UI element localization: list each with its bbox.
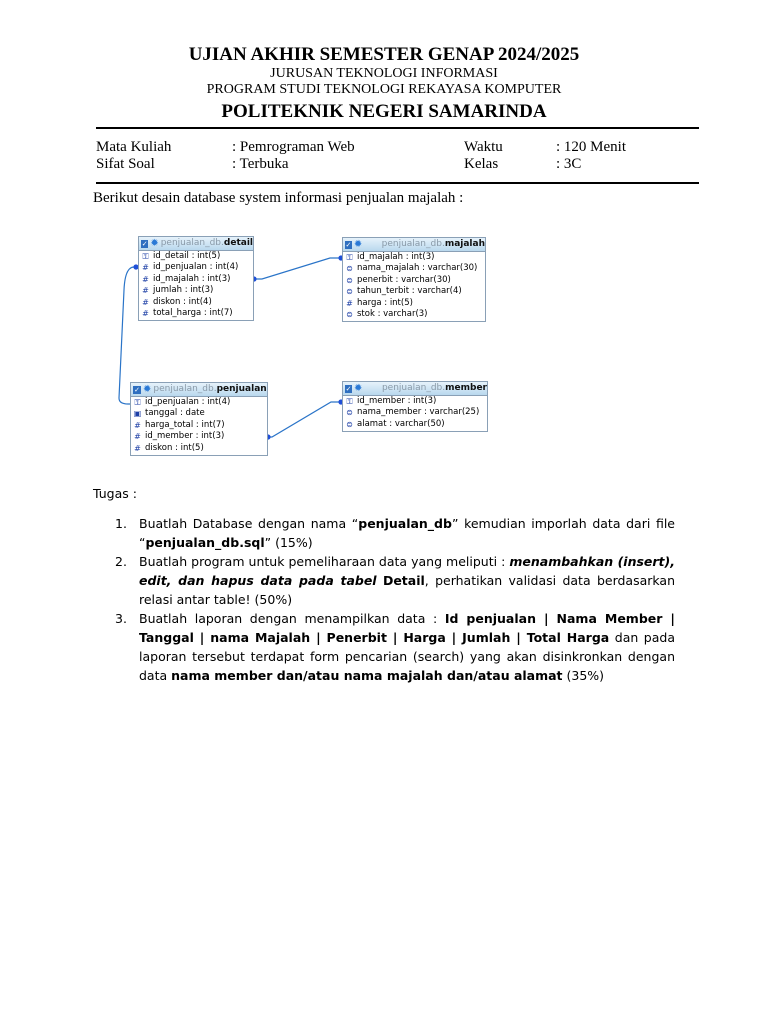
gear-icon: ✹ [150,238,159,249]
er-table-member[interactable] [342,381,488,432]
task-text: Buatlah program untuk pemeliharaan data yang meliputi : menambahkan (insert), edit, dan hapus data pada tabel Detail, perhatikan validasi data berdasarkan relasi antar table! (50%) [139,554,675,607]
task-item-3 [115,609,675,685]
text-field-icon: ⊜ [346,275,353,285]
text-field-icon: ⊜ [346,310,353,320]
table-column: # harga_total : int(7) [134,419,225,430]
relation-line-detail-majalah [252,258,343,279]
table-column: ⚿ id_majalah : int(3) [346,252,435,262]
relation-line-penjualan-member [266,402,343,437]
table-header[interactable]: ✓ ✹ penjualan_db . member [343,382,487,396]
info-divider [96,182,699,184]
table-column: # id_majalah : int(3) [142,273,231,284]
key-icon: ⚿ [346,253,353,262]
table-column: ▣ tanggal : date [133,408,205,419]
tasks-heading: Tugas : [93,486,137,501]
gear-icon: ✹ [353,239,363,250]
program-name: PROGRAM STUDI TEKNOLOGI REKAYASA KOMPUTER [206,82,562,97]
intro-text: Berikut desain database system informasi penjualan majalah : [93,190,464,206]
task-text: Buatlah Database dengan nama “penjualan_db” kemudian imporlah data dari file “penjualan_db.sql” (15%) [139,516,675,550]
time-value: : 120 Menit [556,139,626,155]
table-column: # id_member : int(3) [134,431,225,442]
table-column: # total_harga : int(7) [142,308,233,319]
task-number: 2. [115,554,127,569]
table-header[interactable]: ✓ ✹ penjualan_db . penjualan [131,383,267,397]
table-header[interactable]: ✓ ✹ penjualan_db . majalah [343,238,485,252]
nature-label: Sifat Soal [96,156,155,172]
checkbox-icon[interactable]: ✓ [345,384,352,393]
class-label: Kelas [464,156,499,172]
table-column: ⊜ nama_majalah : varchar(30) [346,263,478,274]
text-field-icon: ⊜ [346,287,353,297]
numeric-icon: # [142,286,149,296]
table-column: ⊜ tahun_terbit : varchar(4) [346,286,462,297]
table-column: # harga : int(5) [346,297,413,308]
text-field-icon: ⊜ [346,264,353,274]
checkbox-icon[interactable]: ✓ [134,385,140,394]
table-name: penjualan [216,384,267,394]
table-column: # jumlah : int(3) [142,285,214,296]
header-divider [96,127,699,129]
schema-name: penjualan_db [381,239,442,249]
numeric-icon: # [134,432,141,442]
table-column: ⚿ id_member : int(3) [346,396,437,406]
numeric-icon: # [134,443,141,453]
er-table-majalah[interactable] [342,237,486,322]
task-item-2 [115,552,675,609]
table-name: detail [223,238,253,248]
course-value: : Pemrograman Web [232,139,355,155]
table-name: member [445,383,487,393]
task-number: 3. [115,611,127,626]
numeric-icon: # [134,420,141,430]
table-column: ⊜ nama_member : varchar(25) [346,407,480,418]
checkbox-icon[interactable]: ✓ [345,240,352,249]
text-field-icon: ⊜ [346,408,353,418]
table-column: ⊜ stok : varchar(3) [346,309,428,320]
class-value: : 3C [556,156,582,172]
date-icon: ▣ [133,409,142,419]
gear-icon: ✹ [354,383,363,394]
table-column: ⚿ id_detail : int(5) [142,251,221,261]
exam-title: UJIAN AKHIR SEMESTER GENAP 2024/2025 [188,44,580,65]
institution-name: POLITEKNIK NEGERI SAMARINDA [221,101,547,122]
gear-icon: ✹ [143,384,152,395]
numeric-icon: # [142,274,149,284]
task-text: Buatlah laporan dengan menampilkan data : Id penjualan | Nama Member | Tanggal | nama Majalah | Penerbit | Harga | Jumlah | Total Harga dan pada laporan tersebut terdapat form pencarian (search) yang akan disinkronkan dengan data nama member dan/atau nama majalah dan/atau alamat (35%) [139,611,676,683]
numeric-icon: # [142,309,149,319]
table-column: # diskon : int(5) [134,442,204,453]
document-header [0,44,768,124]
er-table-detail[interactable] [138,236,254,321]
table-column: ⊜ alamat : varchar(50) [346,418,445,429]
table-column: ⚿ id_penjualan : int(4) [134,397,231,407]
time-label: Waktu [464,139,503,155]
task-number: 1. [115,516,127,531]
numeric-icon: # [346,298,353,308]
text-field-icon: ⊜ [346,419,353,429]
table-column: ⊜ penerbit : varchar(30) [346,274,451,285]
task-list [115,514,675,685]
schema-name: penjualan_db [381,383,443,393]
key-icon: ⚿ [346,397,353,406]
table-name: majalah [444,239,485,249]
course-label: Mata Kuliah [96,139,172,155]
numeric-icon: # [142,297,149,307]
schema-name: penjualan_db [160,238,222,248]
nature-value: : Terbuka [232,156,289,172]
numeric-icon: # [142,263,149,273]
schema-name: penjualan_db [153,384,214,394]
table-header[interactable]: ✓ ✹ penjualan_db . detail [139,237,253,251]
checkbox-icon[interactable]: ✓ [141,239,148,248]
table-column: # diskon : int(4) [142,296,212,307]
table-column: # id_penjualan : int(4) [142,262,239,273]
key-icon: ⚿ [134,398,141,407]
department-name: JURUSAN TEKNOLOGI INFORMASI [270,66,498,81]
er-table-penjualan[interactable] [130,382,268,456]
key-icon: ⚿ [142,252,149,261]
task-item-1 [115,514,675,552]
